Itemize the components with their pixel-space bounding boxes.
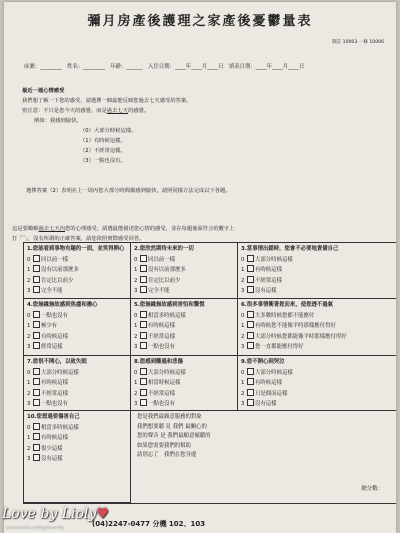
example-option: （3）一點也沒有。 [80,158,126,164]
question-cell: 3.當事情出錯時，您會不必要地責備自己 0 大部分時候這樣 1 有時候這樣 2 不經常這樣 3 沒有這樣 [238,243,396,299]
example-option: （1）有時候這樣。 [80,138,126,144]
instruction-note: 密注意：不只是您今天的感覺，而是過去七天的感覺。 [22,108,150,114]
question-cell: 2.您欣然期待未來的一切 0 同以前一樣 1 沒有以前那麼多 2 肯定比以前少 3 完全不能 [131,243,238,299]
question-text: 8.您感到難過和悲傷 [134,359,183,365]
care-message-line: 您是我們最願意服務的對象 [137,414,202,420]
instruction-line: 我們想了解一下您的感受，請選擇一個最能反映您過去七天感受的答案。 [22,98,192,104]
care-message-cell [131,411,396,503]
answer-checkbox[interactable] [247,255,254,262]
question-text: 9.您不開心到哭泣 [241,359,285,365]
answer-checkbox[interactable] [247,342,254,349]
answer-checkbox[interactable] [33,399,40,406]
form-title: 彌月房產後護理之家產後憂鬱量表 [87,14,313,29]
question-cell: 9.您不開心到哭泣 0 大部分時候這樣 1 有時候這樣 2 只是偶而這樣 3 沒有這樣 [238,356,396,411]
form-code: 制訂 10003 一修 10006 [332,40,384,45]
answer-checkbox[interactable] [33,423,40,430]
answer-checkbox[interactable] [247,332,254,339]
question-text: 2.您欣然期待未來的一切 [134,246,194,252]
lead-instructions: 這是要瞭解過去七天內您的心理感受，請選最能描述您心情的感受，並在每題後面符合的數字上 打「ˇ」，沒有所謂的正確答案，請您依照實際感受回答。 [12,226,235,242]
question-cell: 8.您感到難過和悲傷 0 大部分時候這樣 1 相當時候這樣 2 不經常這樣 3 一點也沒有 [131,356,238,411]
answer-checkbox[interactable] [33,378,40,385]
question-text: 3.當事情出錯時，您會不必要地責備自己 [241,246,339,252]
photo-watermark: Love by Lioly♥ [2,506,109,522]
patient-info-line: 床號：________ 姓名：________ 年齡：______ 入住日期：____年____月____日 填表日期：____年____月____日 [24,64,305,70]
care-message-line: 如果您需要我們的幫助 [137,442,191,449]
answer-checkbox[interactable] [140,342,147,349]
question-cell: 7.您很不開心，以致失眠 0 大部分時候這樣 1 有時候這樣 2 不經常這樣 3 一點也沒有 [24,356,131,411]
answer-checkbox[interactable] [140,321,147,328]
watermark-url: www.wretch.cc/blog/lovemily [6,525,65,530]
answer-checkbox[interactable] [33,389,40,396]
question-text: 7.您很不開心，以致失眠 [27,359,87,365]
care-message-line: 請別忘了 我們在您身邊 [137,452,197,459]
example-label: 例如：我感到愉快。 [34,118,82,124]
question-text: 1.您能看到事物有趣的一面，並笑得開心 [27,246,125,252]
answer-checkbox[interactable] [140,311,147,318]
question-cell: 5.您無緣無故感到害怕和驚慌 0 相當多時候這樣 1 有時候這樣 2 不經常這樣 3 一點也沒有 [131,299,238,356]
answer-checkbox[interactable] [140,368,147,375]
care-message-line: 您的聲音 是 我們最願意傾聽的 [137,433,211,440]
answer-checkbox[interactable] [140,389,147,396]
answer-checkbox[interactable] [33,444,40,451]
question-text: 6.很多事情衝著您而來，使您透不過氣 [241,302,334,308]
answer-checkbox[interactable] [33,332,40,339]
answer-checkbox[interactable] [140,286,147,293]
question-text: 4.您無緣無故感到焦慮和擔心 [27,302,98,308]
questionnaire-grid [23,242,396,504]
answer-checkbox[interactable] [33,342,40,349]
care-message-line: 我們想要聽 見 我們 最關心的 [137,423,207,430]
question-cell: 4.您無緣無故感到焦慮和擔心 0 一點也沒有 1 極少有 2 有時候這樣 3 經常這樣 [24,299,131,356]
question-text: 10.您想過要傷害自己 [27,414,80,420]
answer-checkbox[interactable] [247,368,254,375]
answer-checkbox[interactable] [140,265,147,272]
answer-checkbox[interactable] [33,276,40,283]
example-option: （0）大部分時候這樣。 [80,128,137,134]
answer-checkbox[interactable] [140,399,147,406]
answer-checkbox[interactable] [33,286,40,293]
answer-checkbox[interactable] [247,286,254,293]
example-explanation: 選擇答案（2）表明在上一周內您大部分時間都感到愉快，請照同樣方法完成以下各題。 [26,188,231,194]
total-score-label: 總分數： [361,486,383,493]
answer-checkbox[interactable] [247,378,254,385]
answer-checkbox[interactable] [33,433,40,440]
question-cell: 1.您能看到事物有趣的一面，並笑得開心 0 同以前一樣 1 沒有以前那麼多 2 肯定比以前少 3 完全不能 [24,243,131,299]
heart-icon: ♥ [96,506,109,522]
instructions [22,86,382,166]
answer-checkbox[interactable] [33,255,40,262]
answer-checkbox[interactable] [247,265,254,272]
assessment-form [4,2,396,533]
question-text: 5.您無緣無故感到害怕和驚慌 [134,302,205,308]
answer-checkbox[interactable] [140,276,147,283]
question-cell: 10.您想過要傷害自己 0 相當多時候這樣 1 有時候這樣 2 很少這樣 3 沒有這樣 [24,411,131,503]
answer-checkbox[interactable] [33,265,40,272]
answer-checkbox[interactable] [140,378,147,385]
example-option: （2）不經常這樣。 [80,148,126,154]
answer-checkbox[interactable] [33,368,40,375]
answer-checkbox[interactable] [247,389,254,396]
answer-checkbox[interactable] [140,332,147,339]
answer-checkbox[interactable] [33,311,40,318]
answer-checkbox[interactable] [33,454,40,461]
answer-checkbox[interactable] [33,321,40,328]
contact-phone: (04)2247-0477 分機 102、103 [92,520,206,528]
answer-checkbox[interactable] [247,399,254,406]
answer-checkbox[interactable] [140,255,147,262]
section-heading: 最近一週心情感受 [22,88,65,94]
answer-checkbox[interactable] [247,276,254,283]
answer-checkbox[interactable] [247,321,254,328]
question-cell: 6.很多事情衝著您而來，使您透不過氣 0 大多數時候您都不能應付 1 有時候您不能像平時那樣應付得好 2 大部分時候您都能像平時那樣應付得好 3 您一直都能應付得好 [238,299,396,356]
answer-checkbox[interactable] [247,311,254,318]
